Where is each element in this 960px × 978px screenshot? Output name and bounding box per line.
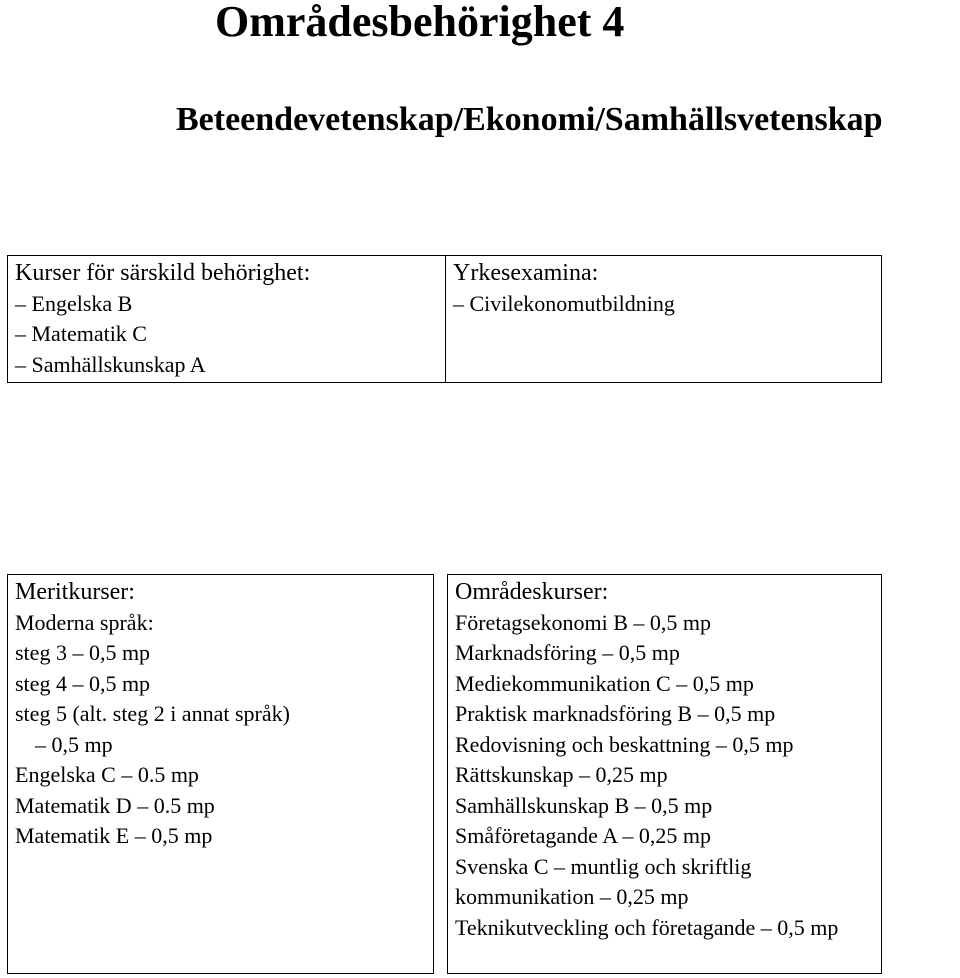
area-course-line: Praktisk marknadsföring B – 0,5 mp (455, 701, 776, 726)
area-courses-heading: Områdeskurser: (455, 579, 609, 605)
merit-line: Moderna språk: (15, 609, 154, 635)
degree-item: – Civilekonomutbildning (453, 290, 675, 316)
area-course-line: Mediekommunikation C – 0,5 mp (455, 670, 754, 696)
requirement-item: – Engelska B (15, 290, 133, 316)
special-requirements-heading: Kurser för särskild behörighet: (15, 260, 311, 286)
requirement-item: – Samhällskunskap A (15, 351, 206, 377)
page-title: Områdesbehörighet 4 (215, 0, 625, 46)
area-course-line: Teknikutveckling och företagande – 0,5 mp (455, 914, 839, 940)
merit-line: steg 5 (alt. steg 2 i annat språk) (15, 701, 290, 726)
area-course-line: Svenska C – muntlig och skriftlig kommunikation – 0,25 mp (455, 853, 752, 909)
merit-line: Engelska C – 0.5 mp (15, 762, 199, 787)
merit-courses-heading: Meritkurser: (15, 579, 135, 605)
professional-degrees-box (445, 255, 882, 383)
area-course-line: Redovisning och beskattning – 0,5 mp (455, 731, 794, 757)
merit-line: steg 3 – 0,5 mp (15, 640, 151, 665)
merit-line: Matematik E – 0,5 mp (15, 823, 213, 848)
area-course-line: Rättskunskap – 0,25 mp (455, 762, 668, 787)
merit-line: Matematik D – 0.5 mp (15, 792, 215, 818)
area-course-line: Samhällskunskap B – 0,5 mp (455, 792, 713, 818)
merit-courses-box (7, 574, 434, 974)
merit-line: steg 4 – 0,5 mp (15, 670, 151, 696)
page-subtitle: Beteendevetenskap/Ekonomi/Samhällsvetenskap (176, 101, 883, 138)
merit-line: – 0,5 mp (35, 731, 113, 757)
area-course-line: Marknadsföring – 0,5 mp (455, 640, 680, 665)
professional-degrees-heading: Yrkesexamina: (453, 260, 599, 286)
area-course-line: Småföretagande A – 0,25 mp (455, 823, 712, 848)
area-courses-box (447, 574, 882, 974)
requirement-item: – Matematik C (15, 321, 147, 346)
special-requirements-box (7, 255, 446, 383)
area-course-line: Företagsekonomi B – 0,5 mp (455, 609, 712, 635)
